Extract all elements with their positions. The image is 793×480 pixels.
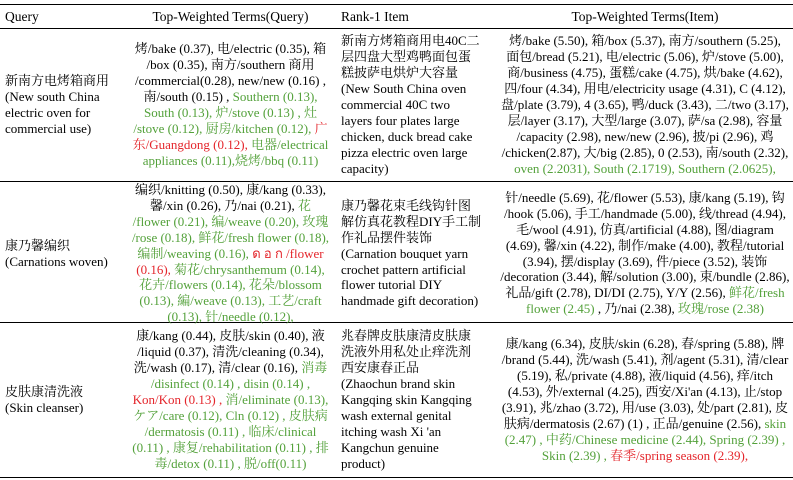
term-line-content bbox=[504, 206, 786, 222]
item-title-line bbox=[341, 145, 497, 161]
item-title-line-text: pizza electric oven large bbox=[341, 144, 468, 160]
term-line-content bbox=[514, 161, 776, 177]
term-line-content bbox=[133, 214, 329, 230]
term-text: /box (0.35), 南方/southern 商用 bbox=[146, 57, 315, 73]
query-term-line bbox=[128, 360, 333, 376]
term-text: /hook (5.06), 手工/handmade (5.00), 线/thread (4.94), bbox=[504, 205, 786, 221]
query-line-text: (Skin cleanser) bbox=[5, 400, 84, 415]
term-text: 商/business (4.75), 蛋糕/cake (4.75), 烘/bake (4.62), bbox=[507, 65, 783, 81]
item-term-line bbox=[497, 432, 793, 448]
table-row bbox=[0, 29, 793, 181]
term-line-content bbox=[135, 41, 326, 57]
term-text-green: /dermatosis (0.11) , 临床/clinical bbox=[144, 423, 317, 439]
term-text: 肤病/dermatosis (2.67) (1) , 正品/genuine (2.56), bbox=[503, 415, 765, 431]
item-title-line bbox=[341, 113, 497, 129]
query-term-line bbox=[128, 137, 333, 153]
rank1-item-cell bbox=[333, 323, 497, 477]
header-query: Query bbox=[5, 8, 39, 24]
term-line-content bbox=[139, 277, 322, 293]
term-line-content bbox=[516, 222, 774, 238]
query-line bbox=[5, 121, 128, 137]
item-title-line bbox=[341, 65, 497, 81]
item-title-line-text: 作礼品摆件装饰 bbox=[341, 229, 433, 245]
term-text-green: (2.47) , 中药/Chinese medicine (2.44), Spring (2.39) , bbox=[504, 431, 786, 447]
query-term-line bbox=[128, 214, 333, 230]
term-line-content bbox=[135, 182, 326, 198]
query-line bbox=[5, 105, 128, 121]
item-title-line bbox=[341, 33, 497, 49]
term-text: /decoration (3.44), 解/solution (3.00), 束/bundle (2.86), bbox=[500, 269, 790, 285]
term-text-green: /stove (0.12), 厨房/kitchen (0.12), bbox=[133, 120, 315, 136]
query-term-line bbox=[128, 41, 333, 57]
query-line bbox=[5, 89, 128, 105]
query-term-line bbox=[128, 424, 333, 440]
term-text-green: Skin (2.39) , bbox=[541, 447, 611, 463]
query-term-line bbox=[128, 277, 333, 293]
term-text-red: 东/Guangdong (0.12), bbox=[132, 136, 252, 152]
item-title-line-text: 新南方烤箱商用电40C二 bbox=[341, 33, 480, 49]
term-line-content bbox=[136, 328, 324, 344]
item-title-line bbox=[341, 392, 497, 408]
query-term-line bbox=[128, 57, 333, 73]
bottom-rule bbox=[0, 477, 793, 478]
term-text: (5.19), 私/private (4.88), 液/liquid (4.56), 痒/itch bbox=[517, 368, 773, 384]
query-terms-cell bbox=[128, 29, 333, 181]
term-text-green: 编制/weaving (0.16), bbox=[137, 245, 253, 261]
term-line-content bbox=[509, 33, 781, 49]
item-term-line bbox=[497, 285, 793, 301]
term-line-content bbox=[133, 137, 329, 153]
term-line-content bbox=[143, 153, 319, 169]
query-line bbox=[5, 400, 128, 416]
item-title-line-text: 西安康春正品 bbox=[341, 360, 420, 376]
term-text: 针/needle (5.69), 花/flower (5.53), 康/kang (5.19), 钩 bbox=[505, 189, 785, 205]
term-text: 康/kang (6.34), 皮肤/skin (6.28), 春/spring (5.88), 牌 bbox=[505, 336, 785, 352]
term-text-green: 消毒 bbox=[301, 360, 328, 376]
term-line-content bbox=[502, 400, 788, 416]
item-title-line bbox=[341, 246, 497, 262]
query-term-line bbox=[128, 344, 333, 360]
query-term-line bbox=[128, 182, 333, 198]
term-text-green: skin bbox=[764, 415, 787, 431]
term-text: 面包/bread (5.21), 电/electric (5.06), 炉/stove (5.00), bbox=[506, 49, 784, 65]
term-text-green: 电器/electrical bbox=[251, 136, 329, 152]
item-title-line-text: Kangqing skin Kangqing bbox=[341, 392, 472, 408]
term-text-green: 花 bbox=[298, 197, 312, 213]
term-text-green: 鲜花/fresh bbox=[729, 285, 785, 301]
term-text: 毛/wool (4.91), 仿真/artificial (4.88), 图/diagram bbox=[516, 221, 774, 237]
term-line-content bbox=[135, 73, 326, 89]
term-text: , 乃/nai (2.38), bbox=[594, 301, 679, 317]
query-line-text: electric oven for bbox=[5, 105, 91, 120]
query-term-line bbox=[128, 230, 333, 246]
query-cell bbox=[0, 29, 128, 181]
item-title-line-text: 兆春牌皮肤康清皮肤康 bbox=[341, 328, 472, 344]
term-text: (3.91), 兆/zhao (3.72), 用/use (3.03), 处/part (2.81), 皮 bbox=[501, 400, 789, 415]
item-title-line-text: wash external genital bbox=[341, 407, 452, 423]
term-line-content bbox=[505, 190, 784, 206]
term-line-content bbox=[133, 121, 327, 137]
item-title-line bbox=[341, 293, 497, 309]
item-term-line bbox=[497, 384, 793, 400]
item-title-line bbox=[341, 277, 497, 293]
term-line-content bbox=[505, 432, 786, 448]
term-line-content bbox=[508, 384, 782, 400]
rank1-item-cell bbox=[333, 182, 497, 325]
query-cell bbox=[0, 323, 128, 477]
query-term-line bbox=[128, 105, 333, 121]
item-title-line bbox=[341, 424, 497, 440]
header-row bbox=[0, 5, 793, 28]
results-table bbox=[0, 4, 793, 478]
item-title-line-text: commercial 40C two bbox=[341, 97, 451, 113]
item-term-line bbox=[497, 368, 793, 384]
term-text-green: (0.13), 編/weave (0.13), 工艺/craft bbox=[139, 293, 322, 309]
item-terms-cell bbox=[497, 182, 793, 325]
item-term-line bbox=[497, 97, 793, 113]
query-line bbox=[5, 73, 128, 89]
item-term-line bbox=[497, 238, 793, 254]
query-line bbox=[5, 384, 128, 400]
term-text: (4.69), 馨/xin (4.22), 制作/make (4.00), 教程/tutorial bbox=[505, 237, 785, 253]
query-line bbox=[5, 254, 128, 270]
item-title-line-text: capacity) bbox=[341, 160, 389, 176]
term-text: 南/south (0.15) , bbox=[143, 89, 233, 105]
item-title-line-text: (Zhaochun brand skin bbox=[341, 376, 456, 392]
query-cell bbox=[0, 182, 128, 325]
term-line-content bbox=[147, 57, 315, 73]
term-line-content bbox=[132, 230, 329, 246]
term-text-green: /rose (0.18), 鲜花/fresh flower (0.18), bbox=[131, 229, 330, 245]
term-text-green: 花卉/flowers (0.14), 花朵/blossom bbox=[139, 277, 322, 293]
item-title-line-text: (Carnation bouquet yarn bbox=[341, 245, 469, 261]
item-title-line bbox=[341, 440, 497, 456]
term-text-green: 菊花/chrysanthemum (0.14), bbox=[174, 261, 325, 277]
query-terms-cell bbox=[128, 323, 333, 477]
term-text-red: 春季/spring season (2.39), bbox=[610, 447, 749, 463]
term-text: (4.53), 外/external (4.25), 西安/Xi'an (4.13), 止/stop bbox=[507, 384, 783, 400]
term-line-content bbox=[133, 408, 328, 424]
item-term-line bbox=[497, 33, 793, 49]
item-title-line-text: 糕披萨电烘炉大容量 bbox=[341, 65, 459, 81]
item-term-line bbox=[497, 113, 793, 129]
item-title-line-text: flower tutorial DIY bbox=[341, 277, 443, 293]
term-text: 层/layer (3.17), 大型/large (3.07), 萨/sa (2.98), 容量 bbox=[507, 112, 783, 128]
item-title-line bbox=[341, 262, 497, 278]
item-title-line bbox=[341, 344, 497, 360]
item-title-line bbox=[341, 328, 497, 344]
rank1-item-cell bbox=[333, 29, 497, 181]
item-title-line bbox=[341, 360, 497, 376]
item-term-line bbox=[497, 352, 793, 368]
query-line bbox=[5, 238, 128, 254]
item-term-line bbox=[497, 269, 793, 285]
query-line-text: commercial use) bbox=[5, 120, 92, 136]
term-text-green: /disinfect (0.14) , disin (0.14) , bbox=[150, 376, 311, 392]
item-term-line bbox=[497, 301, 793, 317]
item-title-line-text: crochet pattern artificial bbox=[341, 261, 466, 277]
term-text-green: Southern (0.13), bbox=[232, 89, 318, 105]
term-line-content bbox=[506, 49, 784, 65]
term-text: 烤/bake (5.50), 箱/box (5.37), 南方/southern (5.25), bbox=[509, 33, 781, 49]
query-line-text: 新南方电烤箱商用 bbox=[5, 73, 110, 89]
item-title-line-text: handmade gift decoration) bbox=[341, 293, 479, 309]
term-text: /brand (5.44), 洗/wash (5.41), 剂/agent (5.31), 清/clear bbox=[501, 352, 789, 368]
term-line-content bbox=[500, 269, 789, 285]
item-title-line-text: 层四盘大型鸡鸭面包蛋 bbox=[341, 49, 472, 65]
table-row bbox=[0, 182, 793, 325]
query-term-line bbox=[128, 440, 333, 456]
term-text: 编织/knitting (0.50), 康/kang (0.33), bbox=[134, 182, 326, 197]
term-line-content bbox=[505, 285, 784, 301]
item-term-line bbox=[497, 222, 793, 238]
term-text-red: (0.16), bbox=[136, 261, 175, 277]
item-title-line-text: layers four plates large bbox=[341, 112, 460, 128]
item-title-line-text: 解仿真花教程DIY手工制 bbox=[341, 213, 482, 229]
term-text: /chicken(2.87), 大/big (2.85), 0 (2.53), 南/south (2.32), bbox=[501, 144, 789, 160]
query-terms-cell bbox=[128, 182, 333, 325]
item-title-line bbox=[341, 81, 497, 97]
item-term-line bbox=[497, 416, 793, 432]
item-title-line bbox=[341, 376, 497, 392]
item-title-line-text: itching wash Xi 'an bbox=[341, 423, 442, 439]
term-text-green: oven (2.2031), South (2.1719), Southern (2.0625), bbox=[514, 160, 776, 176]
item-title-line bbox=[341, 408, 497, 424]
item-term-line bbox=[497, 400, 793, 416]
query-term-line bbox=[128, 456, 333, 472]
term-text: /liquid (0.37), 清洗/cleaning (0.34), bbox=[137, 344, 324, 360]
term-text-green: 玫瑰/rose (2.38) bbox=[678, 301, 764, 317]
term-text-green: ケア/care (0.12), Cln (0.12) , 皮肤病 bbox=[133, 407, 328, 423]
item-title-line bbox=[341, 198, 497, 214]
term-line-content bbox=[136, 262, 324, 278]
query-term-line bbox=[128, 198, 333, 214]
term-text: (3.94), 摆/display (3.69), 件/piece (3.52), 装饰 bbox=[522, 253, 768, 269]
term-line-content bbox=[144, 105, 317, 121]
term-line-content bbox=[504, 416, 786, 432]
term-text-green: (0.11) , 康复/rehabilitation (0.11) , 排 bbox=[132, 439, 329, 455]
term-line-content bbox=[143, 89, 317, 105]
item-term-line bbox=[497, 65, 793, 81]
term-text: /commercial(0.28), new/new (0.16) , bbox=[135, 73, 326, 89]
item-title-line-text: chicken, duck bread cake bbox=[341, 128, 473, 144]
term-text: /capacity (2.98), new/new (2.96), 披/pi (2.96), 鸡 bbox=[516, 128, 774, 144]
query-term-line bbox=[128, 121, 333, 137]
item-term-line bbox=[497, 161, 793, 177]
term-text: 康/kang (0.44), 皮肤/skin (0.40), 液 bbox=[136, 328, 325, 344]
term-line-content bbox=[502, 352, 789, 368]
term-line-content bbox=[151, 376, 310, 392]
term-line-content bbox=[523, 254, 767, 270]
term-text: 盘/plate (3.79), 4 (3.65), 鸭/duck (3.43), 二/two (3.17), bbox=[501, 97, 789, 113]
item-title-line-text: Kangchun genuine bbox=[341, 439, 439, 455]
term-line-content bbox=[502, 145, 789, 161]
term-line-content bbox=[516, 129, 773, 145]
term-line-content bbox=[507, 65, 782, 81]
term-text-red: Kon/Kon (0.13) , bbox=[132, 392, 226, 408]
term-text: 洗/wash (0.17), 清/clear (0.16), bbox=[133, 360, 302, 376]
query-line-text: (New south China bbox=[5, 89, 100, 105]
term-text: 礼品/gift (2.78), DI/DI (2.75), Y/Y (2.56), bbox=[505, 285, 729, 301]
term-text-green: 毒/detox (0.11) , 脱/off(0.11) bbox=[154, 455, 307, 471]
term-line-content bbox=[526, 301, 764, 317]
item-term-line bbox=[497, 448, 793, 464]
query-term-line bbox=[128, 262, 333, 278]
term-text-green: 消/eliminate (0.13), bbox=[225, 392, 329, 408]
term-text: 烤/bake (0.37), 电/electric (0.35), 箱 bbox=[134, 41, 327, 57]
term-text-red: ด อ ก /flower bbox=[252, 245, 324, 261]
term-line-content bbox=[139, 293, 321, 309]
query-line-text: (Carnations woven) bbox=[5, 253, 108, 269]
item-title-line-text: product) bbox=[341, 455, 386, 471]
item-term-line bbox=[497, 254, 793, 270]
item-title-line bbox=[341, 456, 497, 472]
term-line-content bbox=[137, 344, 324, 360]
item-terms-cell bbox=[497, 29, 793, 181]
term-line-content bbox=[506, 336, 785, 352]
item-title-line bbox=[341, 49, 497, 65]
term-line-content bbox=[145, 424, 317, 440]
item-term-line bbox=[497, 49, 793, 65]
header-item-terms: Top-Weighted Terms(Item) bbox=[571, 8, 719, 24]
term-line-content bbox=[137, 246, 323, 262]
query-term-line bbox=[128, 73, 333, 89]
item-title-line bbox=[341, 214, 497, 230]
item-term-line bbox=[497, 129, 793, 145]
term-line-content bbox=[501, 97, 789, 113]
item-title-line bbox=[341, 161, 497, 177]
term-line-content bbox=[506, 238, 784, 254]
term-line-content bbox=[150, 198, 311, 214]
item-title-line bbox=[341, 230, 497, 246]
item-term-line bbox=[497, 81, 793, 97]
query-line-text: 康乃馨编织 bbox=[5, 237, 71, 253]
item-term-line bbox=[497, 145, 793, 161]
query-term-line bbox=[128, 376, 333, 392]
item-title-line bbox=[341, 129, 497, 145]
query-term-line bbox=[128, 392, 333, 408]
term-text-green: appliances (0.11),烧烤/bbq (0.11) bbox=[142, 152, 319, 168]
query-term-line bbox=[128, 408, 333, 424]
header-query-terms: Top-Weighted Terms(Query) bbox=[152, 8, 309, 24]
term-line-content bbox=[517, 368, 773, 384]
term-line-content bbox=[134, 360, 328, 376]
term-line-content bbox=[132, 440, 329, 456]
term-line-content bbox=[155, 456, 307, 472]
term-text-green: /flower (0.21), 编/weave (0.20), 玫瑰 bbox=[132, 213, 329, 229]
item-terms-cell bbox=[497, 323, 793, 477]
query-term-line bbox=[128, 89, 333, 105]
table-row bbox=[0, 323, 793, 477]
query-line-text: 皮肤康清洗液 bbox=[5, 384, 84, 400]
query-term-line bbox=[128, 153, 333, 169]
item-title-line bbox=[341, 97, 497, 113]
term-text-green: (0.13), 针/needle (0.12), bbox=[167, 309, 294, 325]
item-term-line bbox=[497, 336, 793, 352]
term-line-content bbox=[542, 448, 748, 464]
query-term-line bbox=[128, 328, 333, 344]
term-text: 四/four (4.34), 用电/electricity usage (4.31), C (4.12), bbox=[504, 81, 786, 97]
term-line-content bbox=[508, 113, 783, 129]
term-text-green: South (0.13), 炉/stove (0.13) , 灶 bbox=[144, 105, 317, 120]
item-title-line-text: (New South China oven bbox=[341, 81, 467, 97]
query-term-line bbox=[128, 293, 333, 309]
item-term-line bbox=[497, 190, 793, 206]
term-text-green: flower (2.45) bbox=[526, 301, 595, 317]
term-text: 馨/xin (0.26), 乃/nai (0.21), bbox=[149, 197, 299, 213]
query-term-line bbox=[128, 246, 333, 262]
item-title-line-text: 康乃馨花束毛线钩针图 bbox=[341, 197, 472, 213]
item-title-line-text: 洗液外用私处止痒洗剂 bbox=[341, 344, 472, 360]
item-term-line bbox=[497, 206, 793, 222]
term-text-red: 广 bbox=[314, 120, 328, 136]
header-rank1-item: Rank-1 Item bbox=[341, 8, 409, 24]
term-line-content bbox=[133, 392, 329, 408]
term-line-content bbox=[504, 81, 786, 97]
